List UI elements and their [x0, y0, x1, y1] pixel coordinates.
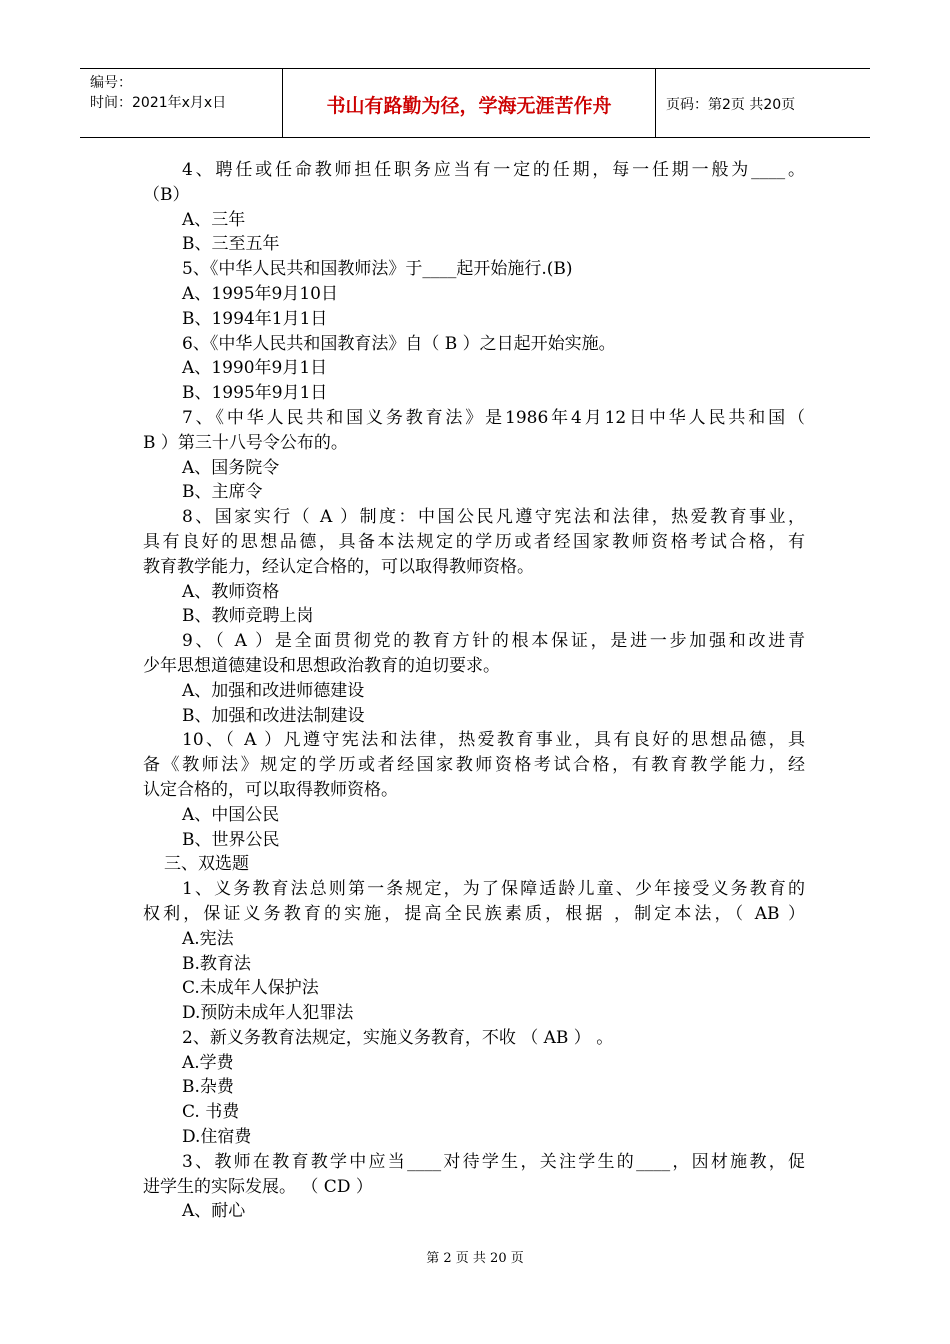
header-motto: 书山有路勤为径，学海无涯苦作舟 [326, 95, 612, 117]
text-line: A、1990年9月1日 [182, 358, 328, 379]
page-header [80, 68, 870, 138]
text-line: A、中国公民 [182, 804, 280, 825]
text-line: 5、《中华人民共和国教师法》于____起开始施行.(B) [182, 259, 573, 280]
document-date-label: 时间：2021年x月x日 [90, 95, 227, 111]
document-body [143, 158, 805, 1224]
text-line: B、1995年9月1日 [182, 383, 328, 404]
text-line: （B） [143, 184, 190, 205]
text-line: 7、《中华人民共和国义务教育法》是1986年4月12日中华人民共和国（ [182, 407, 805, 428]
text-line: B、加强和改进法制建设 [182, 705, 365, 726]
text-line: B ）第三十八号令公布的。 [143, 432, 348, 453]
text-line: 少年思想道德建设和思想政治教育的迫切要求。 [143, 655, 500, 676]
text-line: B.杂费 [182, 1077, 234, 1098]
text-line: C.未成年人保护法 [182, 978, 319, 999]
text-line: 9、（ A ）是全面贯彻党的教育方针的根本保证，是进一步加强和改进青 [182, 631, 805, 652]
text-line: 进学生的实际发展。 （ CD ） [143, 1176, 373, 1197]
text-line: A.宪法 [182, 928, 234, 949]
text-line: A、1995年9月10日 [182, 283, 338, 304]
text-line: A、三年 [182, 209, 246, 230]
text-line: D.预防未成年人犯罪法 [182, 1003, 354, 1024]
document-number-label: 编号： [90, 75, 132, 91]
header-page-info: 页码：第2页 共20页 [666, 97, 796, 113]
text-line: A、耐心 [182, 1201, 246, 1222]
text-line: B、教师竞聘上岗 [182, 606, 314, 627]
text-line: A.学费 [182, 1052, 234, 1073]
section-heading: 三、双选题 [164, 854, 249, 875]
text-line: C. 书费 [182, 1102, 240, 1123]
page-footer: 第 2 页 共 20 页 [426, 1251, 524, 1266]
text-line: 教育教学能力，经认定合格的，可以取得教师资格。 [143, 556, 534, 577]
text-line: 6、《中华人民共和国教育法》自（ B ）之日起开始实施。 [182, 333, 616, 354]
header-page-cell [656, 69, 870, 137]
text-line: 权利，保证义务教育的实施，提高全民族素质，根据 ，制定本法，（ AB ） [143, 903, 805, 924]
text-line: 1、义务教育法总则第一条规定，为了保障适龄儿童、少年接受义务教育的 [182, 879, 805, 900]
text-line: 8、国家实行（ A ）制度：中国公民凡遵守宪法和法律，热爱教育事业， [182, 507, 805, 528]
text-line: B、世界公民 [182, 829, 280, 850]
text-line: B.教育法 [182, 953, 251, 974]
text-line: B、三至五年 [182, 234, 280, 255]
text-line: A、加强和改进师德建设 [182, 680, 365, 701]
header-motto-cell [283, 69, 656, 137]
text-line: 4、聘任或任命教师担任职务应当有一定的任期，每一任期一般为____。 [182, 160, 805, 180]
text-line: A、教师资格 [182, 581, 280, 602]
text-line: 2、新义务教育法规定，实施义务教育，不收 （ AB ） 。 [182, 1027, 614, 1048]
text-line: B、1994年1月1日 [182, 308, 328, 329]
text-line: B、主席令 [182, 482, 263, 503]
text-line: 10、（ A ）凡遵守宪法和法律，热爱教育事业，具有良好的思想品德，具 [182, 730, 805, 751]
text-line: D.住宿费 [182, 1127, 252, 1148]
text-line: 3、教师在教育教学中应当____对待学生，关注学生的____，因材施教，促 [182, 1151, 805, 1172]
text-line: 备《教师法》规定的学历或者经国家教师资格考试合格，有教育教学能力，经 [143, 755, 805, 776]
header-meta-cell [80, 69, 283, 137]
text-line: A、国务院令 [182, 457, 280, 478]
text-line: 具有良好的思想品德，具备本法规定的学历或者经国家教师资格考试合格，有 [143, 531, 805, 552]
text-line: 认定合格的，可以取得教师资格。 [143, 779, 398, 800]
